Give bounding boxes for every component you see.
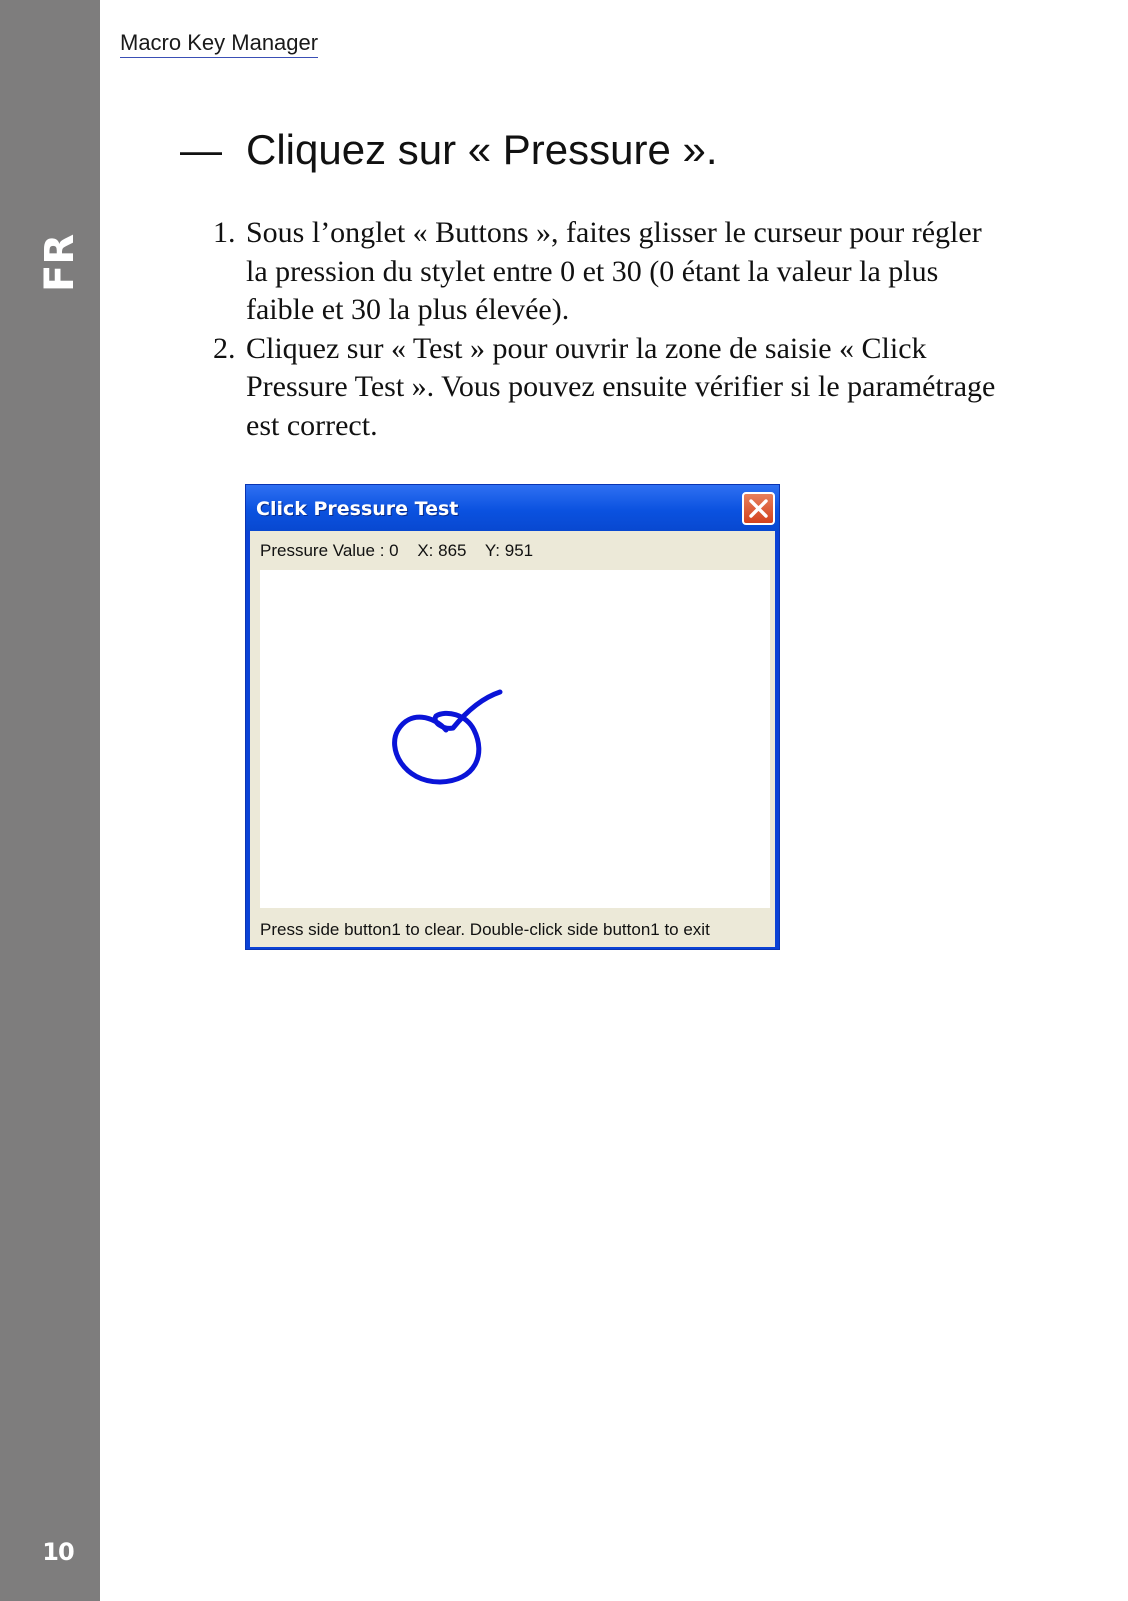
dialog-title: Click Pressure Test (256, 498, 459, 520)
page-number: 10 (42, 1538, 74, 1566)
language-tab: FR (37, 233, 83, 293)
y-coordinate: Y: 951 (484, 541, 534, 560)
list-item (213, 330, 1003, 446)
header-title: Macro Key Manager (120, 30, 318, 58)
dialog-client-area (250, 531, 775, 947)
heading-dash: — (180, 126, 222, 173)
pen-stroke-drawing (260, 570, 770, 908)
step-number: 1. (213, 216, 236, 249)
dialog-titlebar[interactable] (246, 485, 779, 531)
step-text: Cliquez sur « Test » pour ouvrir la zone de saisie « Click Pressure Test ». Vous pouvez ensuite vérifier si le paramétrage est correct. (246, 331, 996, 442)
sidebar (0, 0, 100, 1601)
step-number: 2. (213, 331, 236, 365)
x-coordinate: X: 865 (417, 541, 467, 560)
step-text: Sous l’onglet « Buttons », faites glisser le curseur pour régler la pression du stylet entre 0 et 30 (0 étant la valeur la plus faible et 30 la plus élevée). (246, 216, 982, 326)
close-button[interactable] (742, 492, 775, 525)
click-pressure-test-dialog (245, 484, 780, 950)
pressure-value: Pressure Value : 0 (260, 541, 399, 560)
list-item (213, 214, 1003, 330)
section-heading (180, 126, 718, 174)
pen-stroke (395, 692, 500, 782)
heading-text: Cliquez sur « Pressure ». (246, 126, 718, 173)
steps-list (213, 214, 1003, 445)
drawing-canvas[interactable] (260, 570, 770, 908)
footer-hint: Press side button1 to clear. Double-click side button1 to exit (260, 920, 710, 939)
pressure-readout (260, 541, 547, 561)
close-x-icon (744, 494, 773, 523)
